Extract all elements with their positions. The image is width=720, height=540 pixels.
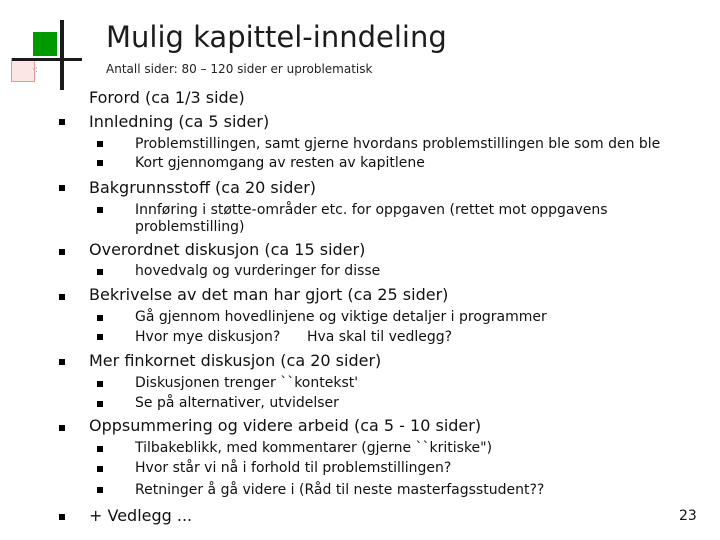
slide-title: Mulig kapittel-inndeling: [106, 20, 447, 54]
item-vedlegg: + Vedlegg ...: [89, 506, 193, 525]
item-beskrivelse-sub1: Gå gjennom hovedlinjene og viktige detaljer i programmer: [135, 309, 547, 325]
bullet-icon: [59, 514, 65, 520]
bullet-icon: [97, 315, 103, 321]
slide-logo: [0, 0, 90, 100]
bullet-icon: [59, 294, 65, 300]
bullet-icon: [97, 141, 103, 147]
bullet-icon: [59, 185, 65, 191]
item-oppsummering: Oppsummering og videre arbeid (ca 5 - 10 sider): [89, 416, 482, 435]
bullet-icon: [97, 381, 103, 387]
bullet-icon: [97, 160, 103, 166]
bullet-icon: [97, 269, 103, 275]
bullet-icon: [97, 207, 103, 213]
item-innledning-sub1: Problemstillingen, samt gjerne hvordans problemstillingen ble som den ble: [135, 136, 661, 152]
bullet-icon: [97, 446, 103, 452]
item-bakgrunn-sub1-line1: Innføring i støtte-områder etc. for oppgaven (rettet mot oppgavens: [135, 202, 608, 218]
item-beskrivelse-sub2: Hvor mye diskusjon? Hva skal til vedlegg?: [135, 329, 453, 345]
bullet-icon: [97, 487, 103, 493]
item-beskrivelse: Bekrivelse av det man har gjort (ca 25 sider): [89, 285, 449, 304]
logo-tick-mark: ·:: [32, 65, 38, 75]
item-overordnet-sub1: hovedvalg og vurderinger for disse: [135, 263, 381, 279]
bullet-icon: [97, 334, 103, 340]
item-finkornet-sub1: Diskusjonen trenger ``kontekst': [135, 375, 359, 391]
bullet-icon: [97, 466, 103, 472]
page-number: 23: [679, 508, 697, 524]
item-finkornet: Mer finkornet diskusjon (ca 20 sider): [89, 351, 382, 370]
bullet-icon: [97, 401, 103, 407]
item-bakgrunn-sub1-line2: problemstilling): [135, 219, 245, 235]
item-bakgrunn: Bakgrunnsstoff (ca 20 sider): [89, 178, 317, 197]
item-innledning: Innledning (ca 5 sider): [89, 112, 270, 131]
item-finkornet-sub2: Se på alternativer, utvidelser: [135, 395, 339, 411]
item-oppsummering-sub1: Tilbakeblikk, med kommentarer (gjerne ``kritiske"): [135, 440, 493, 456]
item-innledning-sub2: Kort gjennomgang av resten av kapitlene: [135, 155, 425, 171]
bullet-icon: [59, 359, 65, 365]
logo-horizontal-line: [12, 58, 82, 61]
item-overordnet: Overordnet diskusjon (ca 15 sider): [89, 240, 366, 259]
item-forord: Forord (ca 1/3 side): [89, 88, 245, 107]
bullet-icon: [59, 249, 65, 255]
bullet-icon: [59, 425, 65, 431]
logo-vertical-line: [60, 20, 64, 90]
logo-green-square: [33, 32, 57, 56]
item-oppsummering-sub3: Retninger å gå videre i (Råd til neste masterfagsstudent??: [135, 482, 545, 498]
slide-subtitle: Antall sider: 80 – 120 sider er uproblematisk: [106, 62, 373, 76]
item-oppsummering-sub2: Hvor står vi nå i forhold til problemstillingen?: [135, 460, 452, 476]
bullet-icon: [59, 119, 65, 125]
